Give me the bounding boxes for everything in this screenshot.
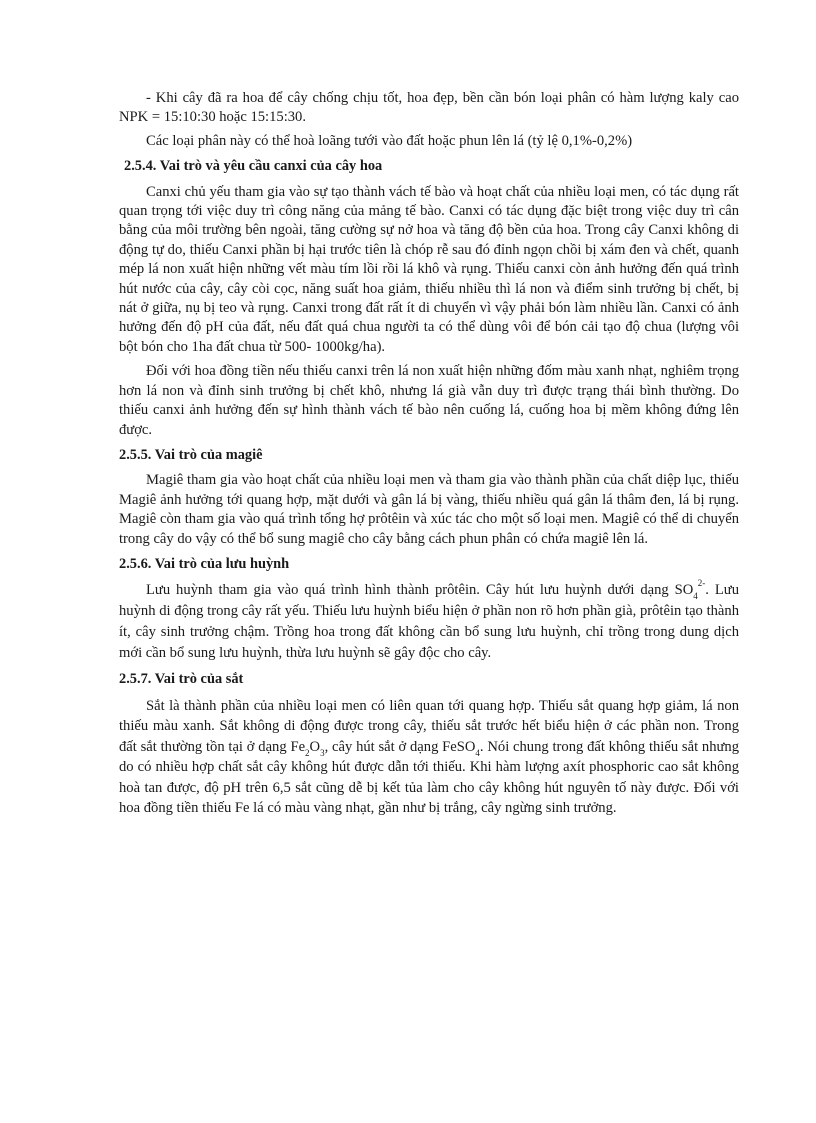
sulfate-charge: 2- <box>697 578 706 589</box>
heading-2-5-5: 2.5.5. Vai trò của magiê <box>119 446 263 463</box>
paragraph-calcium-gerbera: Đối với hoa đồng tiền nếu thiếu canxi trên lá non xuất hiện những đốm màu xanh nhạt, nghiêm trọng hơn lá non và đỉnh sinh trưởng bị chết khô, nhưng lá già vẫn duy trì được trạng thái bình thường. Do thiếu canxi ảnh hưởng đến sự hình thành vách tế bào nên cuống lá, cuống hoa bị mềm không đứng lên được. <box>119 363 739 438</box>
iron-text-part-1: Sắt là thành phần của nhiều loại men có liên quan tới quang hợp. Thiếu sắt quang hợp giảm, lá non thiếu màu xanh. Sắt không di động được trong cây, thiếu sắt trước hết biểu hiện ở các phần non. Trong đất sắt thường tồn tại ở dạng <box>119 697 739 755</box>
document-page <box>119 89 739 824</box>
paragraph-fertilizer-application: Các loại phân này có thể hoà loãng tưới vào đất hoặc phun lên lá (tỷ lệ 0,1%-0,2%) <box>146 132 633 149</box>
heading-2-5-4: 2.5.4. Vai trò và yêu cầu canxi của cây hoa <box>124 158 383 175</box>
paragraph-magnesium-role: Magiê tham gia vào hoạt chất của nhiều loại men và tham gia vào thành phần của chất diệp lục, thiếu Magiê ảnh hưởng tới quang hợp, mặt dưới và gân lá bị vàng, thiếu nhiều quá gân lá thâm đen, lá bị rụng. Magiê còn tham gia vào quá trình tổng hợ prôtêin và xúc tác cho một số loại men. Magiê có thể di chuyển trong cây do vậy có thể bổ sung magiê cho cây bằng cách phun phân có chứa magiê lên lá. <box>119 472 739 547</box>
iron-sulfate-symbol: FeSO <box>442 738 476 755</box>
iron-sulfate-formula <box>442 738 480 758</box>
paragraph-iron-role <box>119 696 739 819</box>
iron-oxide-sub-3: 3 <box>320 747 325 758</box>
sulfate-subscript: 4 <box>693 591 698 602</box>
iron-oxide-sub-2: 2 <box>305 747 310 758</box>
sulfur-text-part-1: Lưu huỳnh tham gia vào quá trình hình thành prôtêin. Cây hút lưu huỳnh dưới dạng <box>146 582 669 599</box>
sulfur-text-part-2: . Lưu huỳnh di động trong cây rất yếu. Thiếu lưu huỳnh biểu hiện ở phần non rõ hơn phần già, prôtêin tạo thành ít, cây sinh trưởng chậm. Trồng hoa trong đất không cần bổ sung lưu huỳnh, chỉ trồng trong dung dịch mới cần bổ sung lưu huỳnh, thừa lưu huỳnh sẽ gây độc cho cây. <box>119 582 739 662</box>
sulfate-symbol: SO <box>674 582 694 599</box>
iron-oxide-o: O <box>309 738 321 755</box>
heading-2-5-7: 2.5.7. Vai trò của sắt <box>119 671 244 688</box>
heading-2-5-6: 2.5.6. Vai trò của lưu huỳnh <box>119 555 290 572</box>
iron-oxide-fe: Fe <box>290 738 306 755</box>
paragraph-sulfur-role <box>119 580 739 664</box>
paragraph-potassium-flowering: - Khi cây đã ra hoa để cây chống chịu tốt, hoa đẹp, bền cần bón loại phân có hàm lượng kaly cao NPK = 15:10:30 hoặc 15:15:30. <box>119 90 739 126</box>
iron-oxide-formula <box>290 738 325 758</box>
paragraph-calcium-role: Canxi chủ yếu tham gia vào sự tạo thành vách tế bào và hoạt chất của nhiều loại men, có tác dụng rất quan trọng tới việc duy trì công năng của mảng tế bào. Canxi có tác dụng đặc biệt trong việc duy trì cân bằng của môi trường bên ngoài, tăng cường sự nở hoa và tăng độ bền của hoa. Trong cây Canxi không di động tự do, thiếu Canxi phần bị hại trước tiên là chóp rễ sau đó đỉnh ngọn chồi bị xám đen và chết, quanh mép lá non xuất hiện những vết màu tím lồi rồi lá khô và rụng. Thiếu canxi còn ảnh hưởng đến quá trình hút nước của cây, cây còi cọc, năng suất hoa giảm, thiếu nhiều thì lá non và điểm sinh trưởng bị chết, bị nát ở giữa, nụ bị teo và rụng. Canxi trong đất rất ít di chuyển vì vậy phải bón làm nhiều lần. Canxi có ảnh hưởng đến độ pH của đất, nếu đất quá chua người ta có thể dùng vôi để bón cải tạo độ chua (lượng vôi bột bón cho 1ha đất chua từ 500- 1000kg/ha). <box>119 183 739 355</box>
iron-text-part-2: , cây hút sắt ở dạng <box>324 738 439 755</box>
sulfate-formula <box>674 578 706 602</box>
iron-text-part-3: . Nói chung trong đất không thiếu sắt nhưng do có nhiều hợp chất sắt cây không hút được dẫn tới thiếu. Khi hàm lượng axít phosphoric cao sắt không hoà tan được, độ pH trên 6,5 sắt cũng dễ bị kết tủa làm cho cây không hút nguyên tố này được. Đối với hoa đồng tiền thiếu Fe lá có màu vàng nhạt, gần như bị trắng, cây ngừng sinh trưởng. <box>119 738 740 817</box>
iron-sulfate-subscript: 4 <box>475 747 480 758</box>
